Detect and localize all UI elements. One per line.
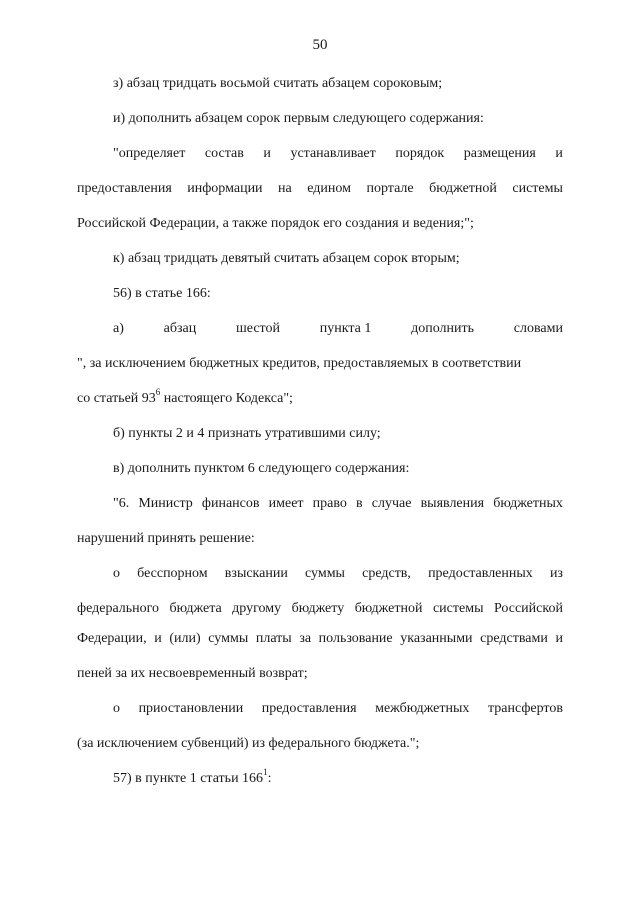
word: финансов [201,496,260,511]
word: предоставления [77,181,172,196]
line-i: и) дополнить абзацем сорок первым следующего содержания: [113,111,484,126]
word: дополнить [411,321,475,336]
word: бюджету [291,601,345,616]
word: Российской [493,601,563,616]
quote1-line1 [113,145,563,162]
line-57 [113,767,272,787]
point6-line1 [113,495,563,512]
word: выявления [420,496,485,511]
text: настоящего Кодекса"; [160,391,293,406]
word: другому [232,601,282,616]
word: предоставления [261,701,357,716]
item-a-line3 [77,387,293,407]
word: (или) [169,631,201,646]
word: Министр [138,496,193,511]
word: и [555,631,563,646]
word: информации [187,181,263,196]
text: со статьей 93 [77,391,156,406]
word: за [299,631,312,646]
word: о [113,566,120,581]
o1-line4: пеней за их несвоевременный возврат; [77,666,308,681]
quote1-line2 [77,180,563,197]
word: взыскании [224,566,288,581]
word: и [555,146,563,161]
line-v: в) дополнить пунктом 6 следующего содержания: [113,461,410,476]
page-number: 50 [312,37,328,53]
line-k: к) абзац тридцать девятый считать абзацем сорок вторым; [113,251,460,266]
text: 57) в пункте 1 статьи 166 [113,771,264,786]
word: имеет [268,496,304,511]
o1-line1 [113,565,563,582]
word: пункта 1 [319,321,372,336]
superscript: 6 [155,387,161,398]
o2-line1 [113,700,563,717]
word: бесспорном [137,566,208,581]
word: трансфертов [487,701,563,716]
word: федерального [77,601,160,616]
point6-line2: нарушений принять решение: [77,531,255,546]
word: и [263,146,271,161]
word: устанавливает [290,146,376,161]
word: портале [366,181,414,196]
word: бюджетной [429,181,497,196]
line-56: 56) в статье 166: [113,286,211,301]
word: право [312,496,347,511]
line-b: б) пункты 2 и 4 признать утратившими силу; [113,426,381,441]
word: Федерации, [77,631,147,646]
word: бюджетных [493,496,563,511]
word: бюджетной [354,601,423,616]
word: в [356,496,363,511]
word: на [278,181,292,196]
word: суммы [304,566,345,581]
word: размещения [463,146,536,161]
word: платы [255,631,292,646]
item-a-line2: ", за исключением бюджетных кредитов, предоставляемых в соответствии [77,356,522,371]
word: едином [307,181,351,196]
o2-line2: (за исключением субвенций) из федерального бюджета."; [77,736,420,751]
word: шестой [236,321,280,336]
quote1-line3: Российской Федерации, а также порядок его создания и ведения;"; [77,216,474,231]
o1-line3 [77,630,563,647]
word: "определяет [113,146,186,161]
word: приостановлении [138,701,244,716]
word: системы [432,601,484,616]
word: абзац [163,321,197,336]
word: и [154,631,162,646]
word: а) [113,321,124,336]
word: состав [204,146,244,161]
word: указанными [400,631,473,646]
word: межбюджетных [375,701,470,716]
word: пользование [318,631,393,646]
word: средств, [362,566,411,581]
word: системы [512,181,563,196]
word: порядок [395,146,445,161]
word: бюджета [169,601,222,616]
word: средствами [480,631,548,646]
word: случае [371,496,412,511]
word: "6. [113,496,130,511]
word: о [113,701,120,716]
text: : [267,771,272,786]
line-z: з) абзац тридцать восьмой считать абзацем сороковым; [113,76,443,91]
word: из [549,566,563,581]
o1-line2 [77,600,563,617]
superscript: 1 [263,767,268,778]
word: суммы [208,631,249,646]
word: предоставленных [428,566,533,581]
word: словами [513,321,563,336]
item-a-line1 [113,320,563,337]
